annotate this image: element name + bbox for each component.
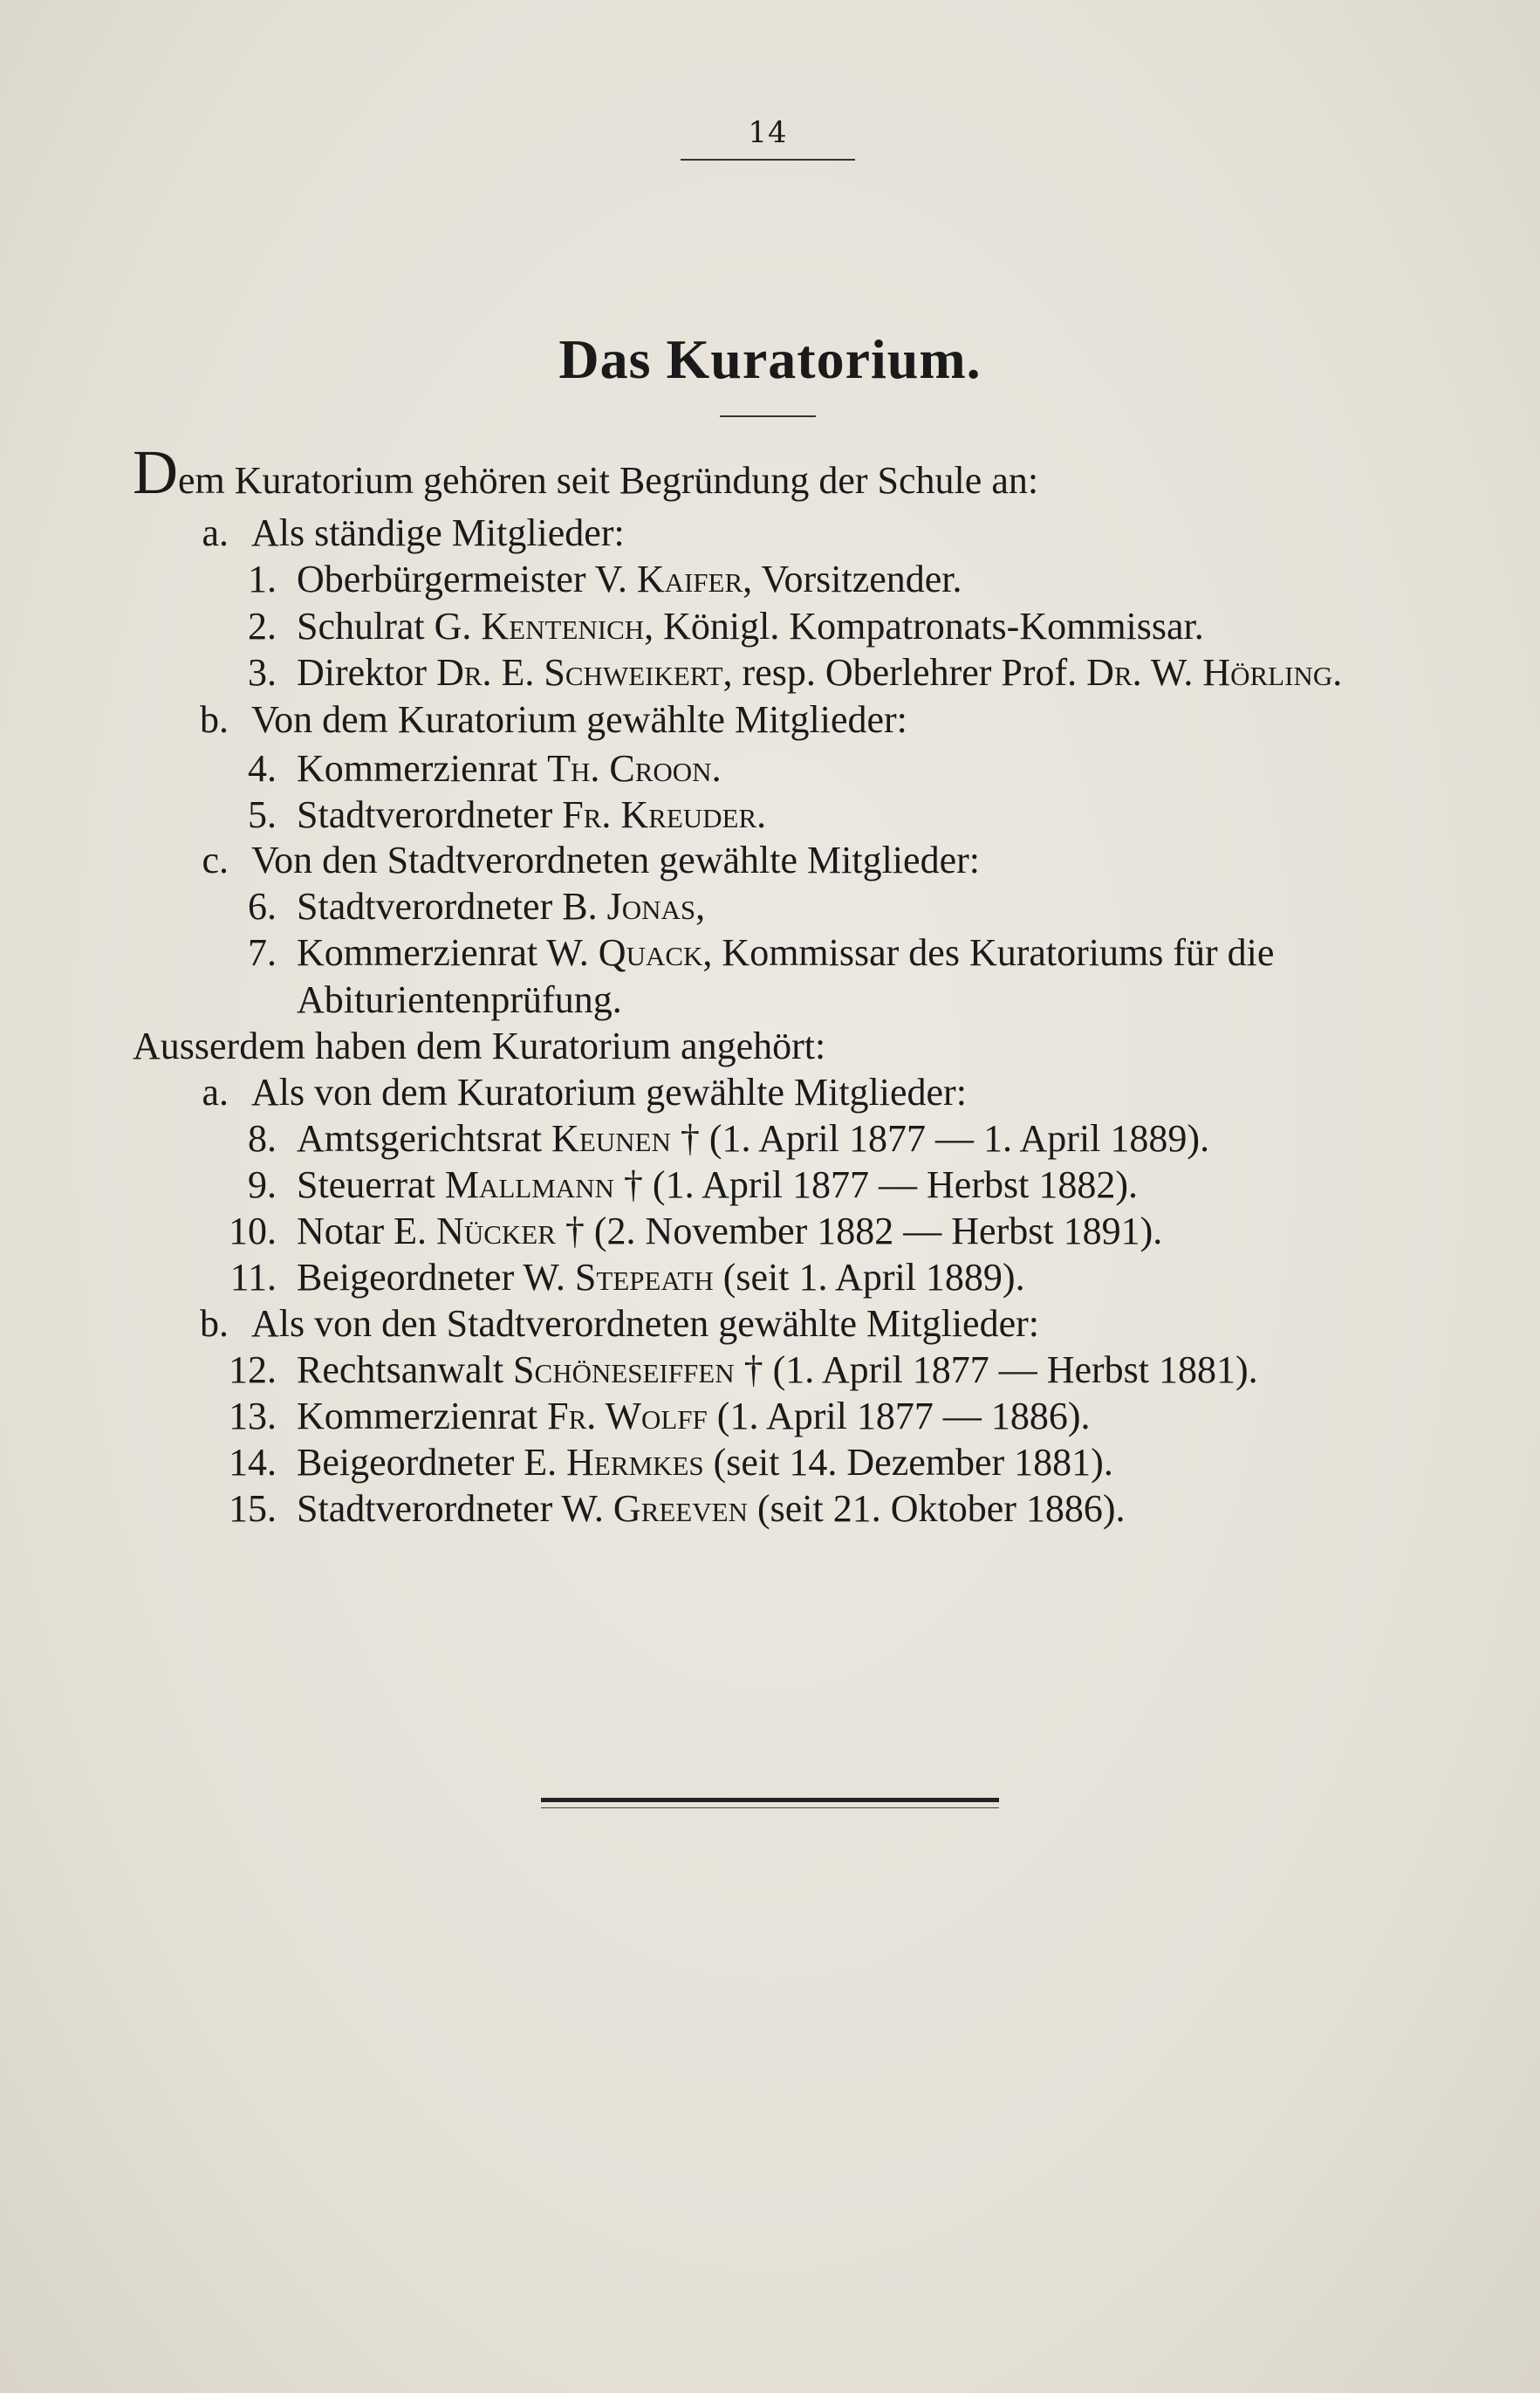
line-text: Steuerrat <box>297 1163 445 1206</box>
title-rule <box>720 415 816 417</box>
line-text: , Vorsitzender. <box>743 558 962 600</box>
person-name: Dr. <box>1086 651 1142 694</box>
line-number: 4. <box>248 747 277 790</box>
line-text: Kommerzienrat W. <box>297 931 599 974</box>
person-name: Dr. <box>436 651 492 694</box>
line-number: 3. <box>248 651 277 694</box>
line-text: (1. April 1877 — 1886). <box>707 1395 1091 1437</box>
line-text: em Kuratorium gehören seit Begründung der Schule an: <box>178 459 1039 502</box>
line-number: 2. <box>248 605 277 648</box>
line-text: (seit 1. April 1889). <box>713 1256 1025 1299</box>
text-line <box>251 1070 967 1115</box>
text-line <box>297 1347 1258 1393</box>
person-name: Hörling <box>1202 651 1333 694</box>
text-line <box>297 884 705 929</box>
text-line <box>133 1024 825 1069</box>
line-number: 9. <box>248 1163 277 1206</box>
line-text: Abiturientenprüfung. <box>297 978 622 1021</box>
person-name: Greeven <box>613 1487 748 1530</box>
line-text: Ausserdem haben dem Kuratorium angehört: <box>133 1025 826 1067</box>
text-line <box>251 838 980 883</box>
text-line <box>297 746 722 792</box>
line-number: 11. <box>229 1256 277 1299</box>
line-text: W. <box>1141 651 1203 694</box>
person-name: Schweikert <box>544 651 723 694</box>
line-text: (seit 14. Dezember 1881). <box>703 1441 1113 1484</box>
text-line <box>297 977 622 1023</box>
person-name: Fr. Wolff <box>547 1395 708 1437</box>
text-line <box>297 1162 1138 1208</box>
line-text: Oberbürgermeister V. <box>297 558 637 600</box>
person-name: Th. Croon <box>547 747 712 790</box>
line-text: † (2. November 1882 — Herbst 1891). <box>555 1210 1163 1252</box>
text-line <box>297 1440 1113 1485</box>
line-text: , <box>695 885 706 928</box>
page-number: 14 <box>748 115 788 150</box>
person-name: Kaifer <box>636 558 743 600</box>
person-name: Hermkes <box>566 1441 704 1484</box>
line-number: 7. <box>248 931 277 974</box>
line-number: 15. <box>229 1487 277 1530</box>
header-rule <box>681 159 855 161</box>
person-name: Keunen <box>551 1117 671 1160</box>
line-text: † (1. April 1877 — 1. April 1889). <box>670 1117 1210 1160</box>
text-line <box>297 792 766 838</box>
line-number: 5. <box>248 793 277 836</box>
line-number: 10. <box>229 1210 277 1252</box>
line-text: Stadtverordneter W. <box>297 1487 613 1530</box>
line-text: † (1. April 1877 — Herbst 1881). <box>734 1348 1258 1391</box>
line-text: Direktor <box>297 651 437 694</box>
person-name: Mallmann <box>444 1163 614 1206</box>
person-name: Quack <box>598 931 703 974</box>
person-name: Kentenich <box>481 605 645 648</box>
line-number: a. <box>202 1071 229 1114</box>
person-name: Stepeath <box>574 1256 714 1299</box>
line-text: Kommerzienrat <box>297 747 548 790</box>
line-number: a. <box>202 511 229 554</box>
line-number: b. <box>200 1302 229 1345</box>
line-text: Beigeordneter E. <box>297 1441 567 1484</box>
line-text: Von den Stadtverordneten gewählte Mitglieder: <box>251 839 980 881</box>
text-line <box>133 437 1039 507</box>
text-line <box>297 1486 1126 1532</box>
line-number: b. <box>200 698 229 741</box>
line-text: Als ständige Mitglieder: <box>251 511 625 554</box>
line-text: , Königl. Kompatronats-Kommissar. <box>644 605 1204 648</box>
line-number: 14. <box>229 1441 277 1484</box>
line-text: Als von dem Kuratorium gewählte Mitglieder: <box>251 1071 967 1114</box>
text-line <box>297 1209 1162 1254</box>
line-text: E. <box>491 651 544 694</box>
person-name: Fr. Kreuder <box>562 793 757 836</box>
line-number: c. <box>202 839 229 881</box>
line-number: 1. <box>248 558 277 600</box>
drop-cap: D <box>133 437 178 507</box>
line-text: † (1. April 1877 — Herbst 1882). <box>613 1163 1138 1206</box>
text-line <box>251 1301 1039 1347</box>
end-rule-thin <box>541 1807 999 1808</box>
line-text: Stadtverordneter B. <box>297 885 607 928</box>
text-line <box>297 1394 1091 1439</box>
line-text: Von dem Kuratorium gewählte Mitglieder: <box>251 698 907 741</box>
line-number: 6. <box>248 885 277 928</box>
text-line <box>251 697 907 743</box>
text-line <box>297 930 1274 976</box>
line-text: Stadtverordneter <box>297 793 563 836</box>
line-number: 8. <box>248 1117 277 1160</box>
person-name: Jonas <box>606 885 696 928</box>
page-title: Das Kuratorium. <box>558 328 982 390</box>
end-rule <box>541 1798 999 1802</box>
line-text: , resp. Oberlehrer Prof. <box>722 651 1087 694</box>
line-text: Rechtsanwalt <box>297 1348 514 1391</box>
line-number: 13. <box>229 1395 277 1437</box>
line-text: . <box>711 747 722 790</box>
text-line <box>251 511 625 556</box>
line-text: Als von den Stadtverordneten gewählte Mitglieder: <box>251 1302 1039 1345</box>
text-line <box>297 1255 1025 1300</box>
line-text: Beigeordneter W. <box>297 1256 575 1299</box>
line-text: , Kommissar des Kuratoriums für die <box>702 931 1275 974</box>
line-text: Notar E. <box>297 1210 437 1252</box>
line-text: . <box>756 793 767 836</box>
line-number: 12. <box>229 1348 277 1391</box>
line-text: Kommerzienrat <box>297 1395 548 1437</box>
text-line <box>297 604 1204 649</box>
person-name: Nücker <box>436 1210 556 1252</box>
text-line <box>297 1116 1209 1162</box>
line-text: . <box>1332 651 1343 694</box>
text-line <box>297 650 1342 696</box>
person-name: Schöneseiffen <box>513 1348 735 1391</box>
text-line <box>297 557 962 602</box>
line-text: Schulrat G. <box>297 605 482 648</box>
line-text: (seit 21. Oktober 1886). <box>747 1487 1126 1530</box>
line-text: Amtsgerichtsrat <box>297 1117 552 1160</box>
